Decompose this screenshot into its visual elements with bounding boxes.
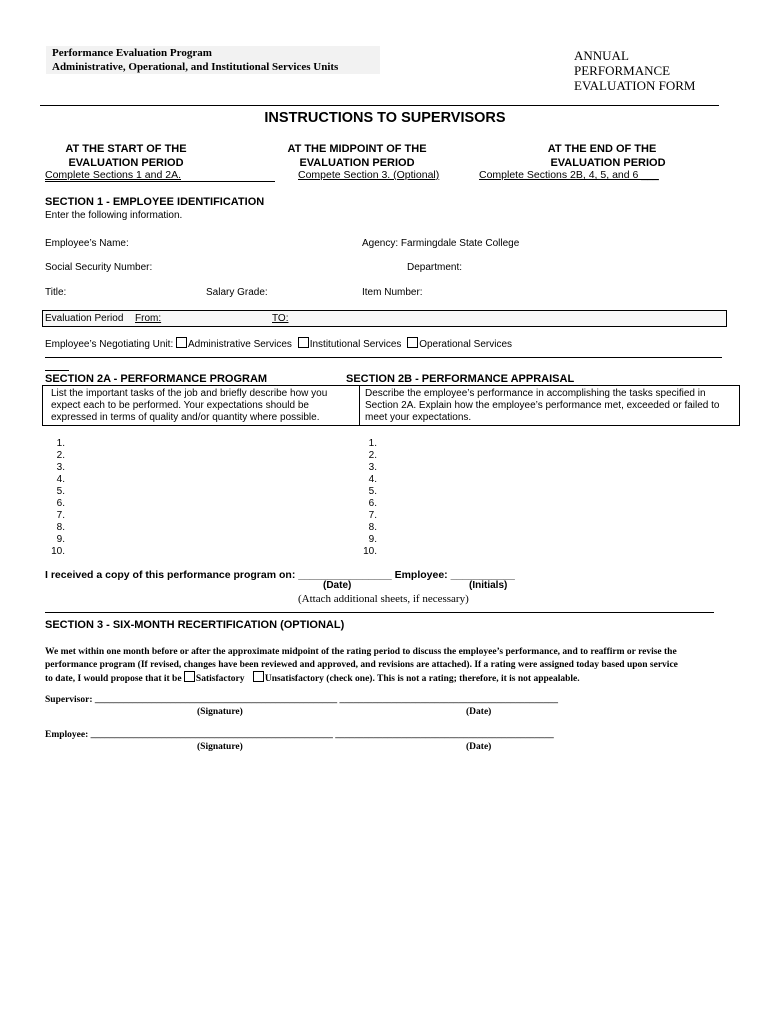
supervisor-signature-line[interactable]: Supervisor: ___________________________________________________ ______________________________________________ — [45, 695, 558, 705]
instruction-line: Describe the employee’s performance in accomplishing the tasks specified in — [365, 388, 706, 399]
from-label: From: — [135, 313, 162, 324]
instruction-column-start — [46, 142, 206, 170]
section1-title: SECTION 1 - EMPLOYEE IDENTIFICATION — [45, 196, 265, 208]
employee-date-label: (Date) — [466, 742, 492, 752]
instruction-line: expressed in terms of quality and/or quantity where possible. — [51, 412, 320, 423]
task-item: 10. — [51, 546, 65, 557]
section2a-task-list — [45, 438, 65, 558]
negotiating-unit-label: Employee’s Negotiating Unit: — [45, 339, 174, 350]
satisfactory-checkbox[interactable] — [184, 671, 195, 682]
section2-instruction-divider — [359, 385, 360, 426]
employee-signature-line[interactable]: Employee: ___________________________________________________ ______________________________________________ — [45, 730, 554, 740]
section3-title: SECTION 3 - SIX-MONTH RECERTIFICATION (OPTIONAL) — [45, 619, 345, 631]
section3-line: performance program (If revised, changes have been reviewed and approved, and revisions are attached). If a rating were assigned today based upon service — [45, 659, 678, 670]
task-item: 1. — [56, 438, 65, 449]
institutional-services-label: Institutional Services — [309, 339, 402, 350]
task-item: 4. — [56, 474, 65, 485]
instruction-start-sub: Complete Sections 1 and 2A. — [45, 169, 181, 181]
section-divider — [45, 357, 722, 358]
section-divider-stub — [45, 370, 69, 371]
satisfactory-label: Satisfactory — [195, 674, 245, 684]
appraisal-item: 5. — [368, 486, 377, 497]
column-heading: EVALUATION PERIOD — [299, 157, 415, 169]
column-heading: EVALUATION PERIOD — [550, 157, 666, 169]
administrative-services-label: Administrative Services — [188, 339, 292, 350]
task-item: 8. — [56, 522, 65, 533]
receipt-initials-label: (Initials) — [469, 580, 508, 591]
appraisal-item: 1. — [368, 438, 377, 449]
task-item: 9. — [56, 534, 65, 545]
operational-services-checkbox[interactable] — [407, 337, 418, 348]
appraisal-item: 8. — [368, 522, 377, 533]
task-item: 7. — [56, 510, 65, 521]
task-item: 5. — [56, 486, 65, 497]
department-label: Department: — [407, 262, 463, 273]
column-heading: EVALUATION PERIOD — [68, 157, 184, 169]
appraisal-item: 7. — [368, 510, 377, 521]
form-title — [574, 48, 695, 93]
salary-grade-label: Salary Grade: — [206, 287, 268, 298]
ssn-label: Social Security Number: — [45, 262, 153, 273]
instruction-column-end — [512, 142, 692, 170]
receipt-date-label: (Date) — [323, 580, 352, 591]
form-title-line: EVALUATION FORM — [574, 78, 696, 93]
column-underline — [45, 181, 275, 182]
section3-paragraph — [45, 646, 678, 686]
instruction-line: Section 2A. Explain how the employee’s performance met, exceeded or failed to — [365, 400, 720, 411]
program-title-line2: Administrative, Operational, and Institutional Services Units — [52, 61, 339, 73]
evaluation-period-label: Evaluation Period — [45, 313, 124, 324]
operational-services-label: Operational Services — [419, 339, 513, 350]
instruction-column-midpoint — [272, 142, 442, 170]
attach-note: (Attach additional sheets, if necessary) — [298, 593, 469, 605]
column-heading: AT THE END OF THE — [547, 143, 657, 155]
instruction-end-sub: Complete Sections 2B, 4, 5, and 6 ___ — [479, 169, 659, 181]
section2b-instructions — [365, 388, 719, 424]
instruction-line: expect each to be performed. Your expectations should be — [51, 400, 309, 411]
appraisal-item: 2. — [368, 450, 377, 461]
task-item: 6. — [56, 498, 65, 509]
negotiating-unit-row — [45, 337, 512, 350]
appraisal-item: 4. — [368, 474, 377, 485]
supervisor-date-label: (Date) — [466, 707, 492, 717]
column-heading: AT THE MIDPOINT OF THE — [287, 143, 427, 155]
instruction-midpoint-sub: Compete Section 3. (Optional) — [298, 169, 440, 181]
receipt-statement: I received a copy of this performance program on: ________________ Employee: ___________ — [45, 569, 515, 581]
employee-name-label: Employee’s Name: — [45, 238, 129, 249]
form-title-line: ANNUAL — [574, 48, 629, 63]
section2a-title: SECTION 2A - PERFORMANCE PROGRAM — [45, 373, 268, 385]
instructions-title: INSTRUCTIONS TO SUPERVISORS — [264, 110, 506, 126]
appraisal-item: 6. — [368, 498, 377, 509]
form-title-line: PERFORMANCE — [574, 63, 671, 78]
section2b-appraisal-list — [357, 438, 377, 558]
appraisal-item: 10. — [363, 546, 377, 557]
section1-intro: Enter the following information. — [45, 210, 183, 221]
section3-line: We met within one month before or after the approximate midpoint of the rating period to discuss the employee’s performance, and to reaffirm or revise the — [45, 647, 677, 657]
section3-line3-start: to date, I would propose that it be — [45, 674, 182, 684]
administrative-services-checkbox[interactable] — [176, 337, 187, 348]
unsatisfactory-checkbox[interactable] — [253, 671, 264, 682]
section2b-title: SECTION 2B - PERFORMANCE APPRAISAL — [346, 373, 575, 385]
employee-signature-label: (Signature) — [197, 742, 243, 752]
institutional-services-checkbox[interactable] — [298, 337, 309, 348]
section3-line — [45, 671, 678, 686]
instruction-line: meet your expectations. — [365, 412, 472, 423]
section-divider — [45, 612, 714, 613]
task-item: 2. — [56, 450, 65, 461]
agency-label: Agency: Farmingdale State College — [362, 238, 520, 249]
section2a-instructions — [51, 388, 327, 424]
header-divider — [40, 105, 719, 106]
to-label: TO: — [272, 313, 289, 324]
column-heading: AT THE START OF THE — [65, 143, 187, 155]
unsatisfactory-label: Unsatisfactory (check one). This is not a rating; therefore, it is not appealable. — [264, 674, 580, 684]
task-item: 3. — [56, 462, 65, 473]
appraisal-item: 3. — [368, 462, 377, 473]
supervisor-signature-label: (Signature) — [197, 707, 243, 717]
program-title-line1: Performance Evaluation Program — [52, 47, 212, 59]
title-label: Title: — [45, 287, 67, 298]
appraisal-item: 9. — [368, 534, 377, 545]
item-number-label: Item Number: — [362, 287, 423, 298]
instruction-line: List the important tasks of the job and briefly describe how you — [51, 388, 328, 399]
